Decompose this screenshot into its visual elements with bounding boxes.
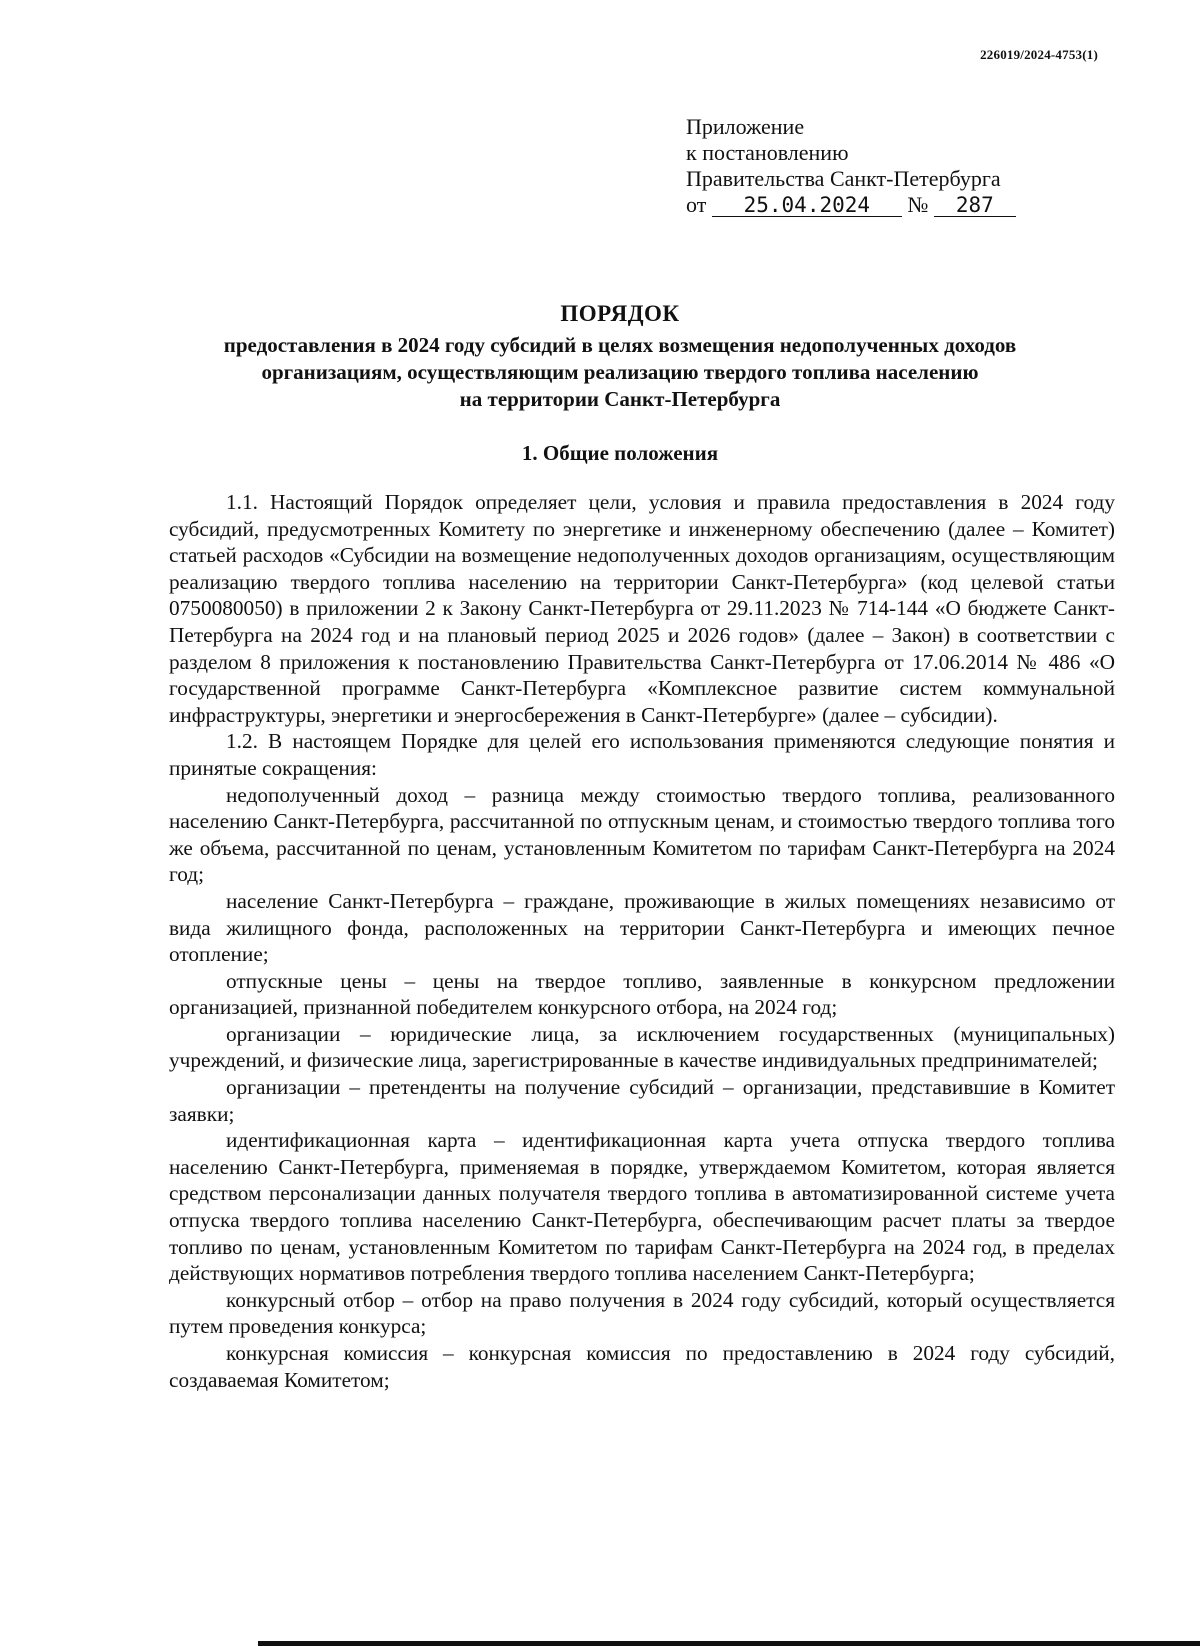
appendix-block (686, 114, 1016, 218)
subtitle-line-1: предоставления в 2024 году субсидий в целях возмещения недополученных доходов (223, 333, 1017, 357)
paragraph: организации – юридические лица, за исключением государственных (муниципальных) учреждений, и физические лица, зарегистрированные в качестве индивидуальных предпринимателей; (169, 1021, 1115, 1073)
document-title: ПОРЯДОК (560, 301, 680, 326)
date-prefix: от (686, 192, 707, 217)
paragraph: конкурсная комиссия – конкурсная комиссия по предоставлению в 2024 году субсидий, создаваемая Комитетом; (169, 1341, 1115, 1392)
document-title-block (160, 300, 1080, 413)
body-text (169, 489, 1115, 1393)
resolution-date: 25.04.2024 (712, 194, 902, 217)
appendix-date-line (686, 192, 1016, 218)
appendix-line-1: Приложение (686, 114, 805, 139)
paragraph: организации – претенденты на получение субсидий – организации, представившие в Комитет заявки; (169, 1075, 1115, 1126)
bottom-scan-edge (258, 1641, 1200, 1646)
document-subtitle (160, 332, 1080, 413)
paragraph: конкурсный отбор – отбор на право получения в 2024 году субсидий, который осуществляется путем проведения конкурса; (169, 1287, 1115, 1339)
paragraph: недополученный доход – разница между стоимостью твердого топлива, реализованного населению Санкт-Петербурга, рассчитанной по отпускным ценам, и стоимостью твердого топлива того же объема, рассчитанной по ценам, установленным Комитетом по тарифам Санкт-Петербурга на 2024 год; (169, 782, 1115, 887)
subtitle-line-2: организациям, осуществляющим реализацию твердого топлива населению (261, 360, 979, 384)
paragraph: отпускные цены – цены на твердое топливо, заявленные в конкурсном предложении организацией, признанной победителем конкурсного отбора, на 2024 год; (169, 968, 1115, 1020)
resolution-number: 287 (934, 194, 1016, 217)
paragraph: население Санкт-Петербурга – граждане, проживающие в жилых помещениях независимо от вида жилищного фонда, расположенных на территории Санкт-Петербурга и имеющих печное отопление; (169, 888, 1115, 967)
document-registration-number: 226019/2024-4753(1) (980, 47, 1098, 62)
section-heading: 1. Общие положения (521, 441, 719, 465)
appendix-line-3: Правительства Санкт-Петербурга (686, 166, 1001, 191)
paragraph: 1.2. В настоящем Порядке для целей его использования применяются следующие понятия и принятые сокращения: (169, 729, 1115, 780)
paragraph: 1.1. Настоящий Порядок определяет цели, условия и правила предоставления в 2024 году субсидий, предусмотренных Комитету по энергетике и инженерному обеспечению (далее – Комитет) статьей расходов «Субсидии на возмещение недополученных доходов организациям, осуществляющим реализацию твердого топлива населению на территории Санкт-Петербурга» (код целевой статьи 0750080050) в приложении 2 к Закону Санкт-Петербурга от 29.11.2023 № 714-144 «О бюджете Санкт-Петербурга на 2024 год и на плановый период 2025 и 2026 годов» (далее – Закон) в соответствии с разделом 8 приложения к постановлению Правительства Санкт-Петербурга от 17.06.2014 № 486 «О государственной программе Санкт-Петербурга «Комплексное развитие систем коммунальной инфраструктуры, энергетики и энергосбережения в Санкт-Петербурге» (далее – субсидии). (169, 490, 1115, 727)
appendix-line-2: к постановлению (686, 140, 849, 165)
number-sign: № (907, 192, 929, 217)
subtitle-line-3: на территории Санкт-Петербурга (459, 387, 781, 411)
paragraph: идентификационная карта – идентификационная карта учета отпуска твердого топлива населению Санкт-Петербурга, применяемая в порядке, утверждаемом Комитетом, которая является средством персонализации данных получателя твердого топлива в автоматизированной системе учета отпуска твердого топлива населению Санкт-Петербурга, обеспечивающим расчет платы за твердое топливо по ценам, установленным Комитетом по тарифам Санкт-Петербурга на 2024 год, в пределах действующих нормативов потребления твердого топлива населением Санкт-Петербурга; (169, 1128, 1115, 1286)
